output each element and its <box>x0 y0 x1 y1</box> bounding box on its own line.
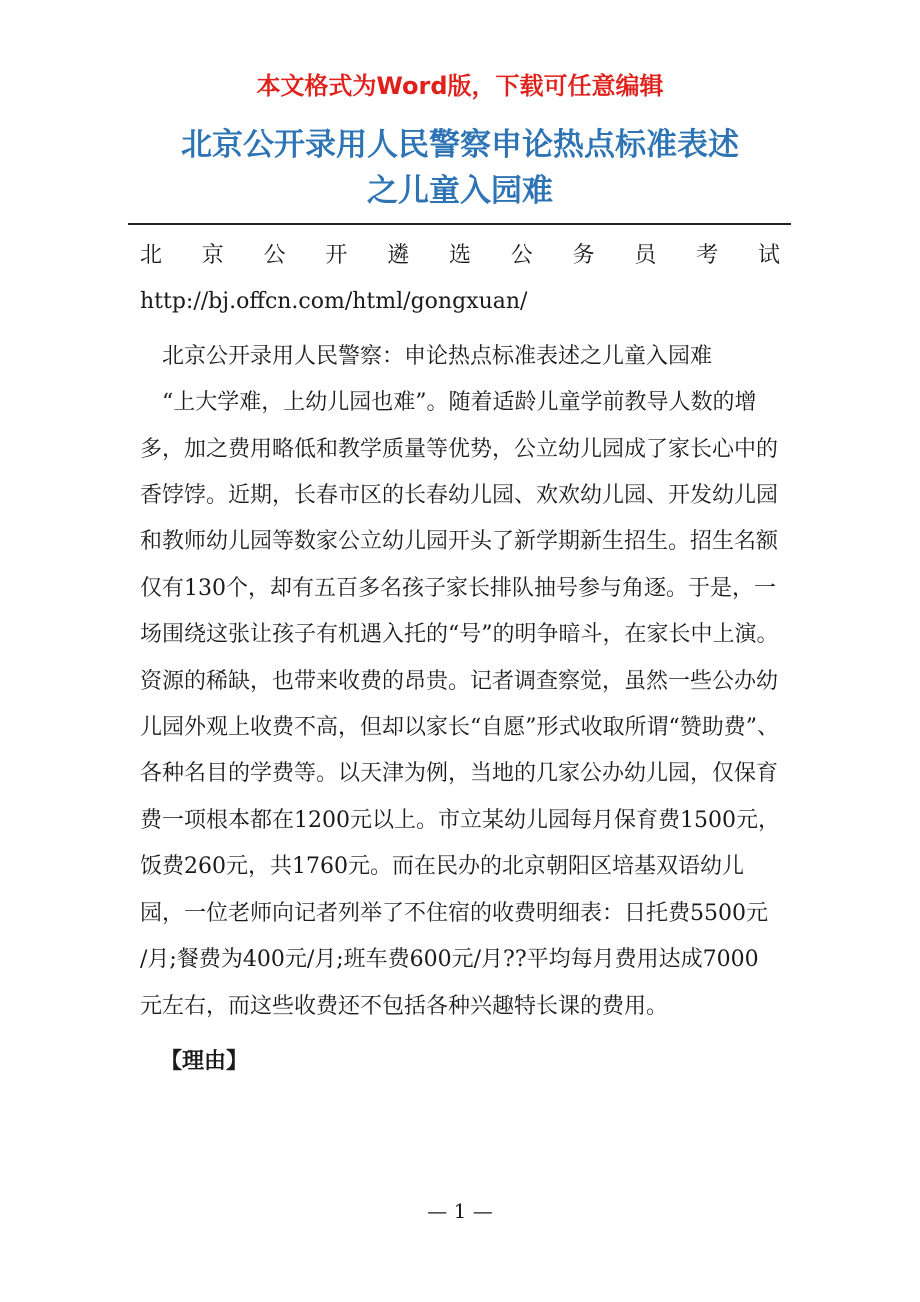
download-banner: 本文格式为Word版，下载可任意编辑 <box>256 72 664 100</box>
title-line-2: 之儿童入园难 <box>367 173 553 209</box>
source-url: http://bj.offcn.com/html/gongxuan/ <box>140 289 528 315</box>
source-label: 北 京 公 开 遴 选 公 务 员 考 试 <box>140 243 780 268</box>
page-number: — 1 — <box>427 1199 493 1223</box>
title-divider <box>128 223 791 225</box>
intro-line: 北京公开录用人民警察：申论热点标准表述之儿童入园难 <box>162 343 713 369</box>
document-body <box>140 233 780 1084</box>
title-line-1: 北京公开录用人民警察申论热点标准表述 <box>181 127 739 163</box>
document-title <box>0 122 920 214</box>
main-paragraph: “上大学难，上幼儿园也难”。随着适龄儿童学前教导人数的增多，加之费用略低和教学质量等优势，公立幼儿园成了家长心中的香饽饽。近期，长春市区的长春幼儿园、欢欢幼儿园、开发幼儿园和教师幼儿园等数家公立幼儿园开头了新学期新生招生。招生名额仅有130个，却有五百多名孩子家长排队抽号参与角逐。于是，一场围绕这张让孩子有机遇入托的“号”的明争暗斗，在家长中上演。资源的稀缺，也带来收费的昂贵。记者调查察觉，虽然一些公办幼儿园外观上收费不高，但却以家长“自愿”形式收取所谓“赞助费”、各种名目的学费等。以天津为例，当地的几家公办幼儿园，仅保育费一项根本都在1200元以上。市立某幼儿园每月保育费1500元，饭费260元，共1760元。而在民办的北京朝阳区培基双语幼儿园，一位老师向记者列举了不住宿的收费明细表：日托费5500元 /月;餐费为400元/月;班车费600元/月??平均每月费用达成7000元左右，而这些收费还不包括各种兴趣特长课的费用。 <box>140 390 780 1019</box>
section-heading: 【理由】 <box>160 1047 249 1074</box>
